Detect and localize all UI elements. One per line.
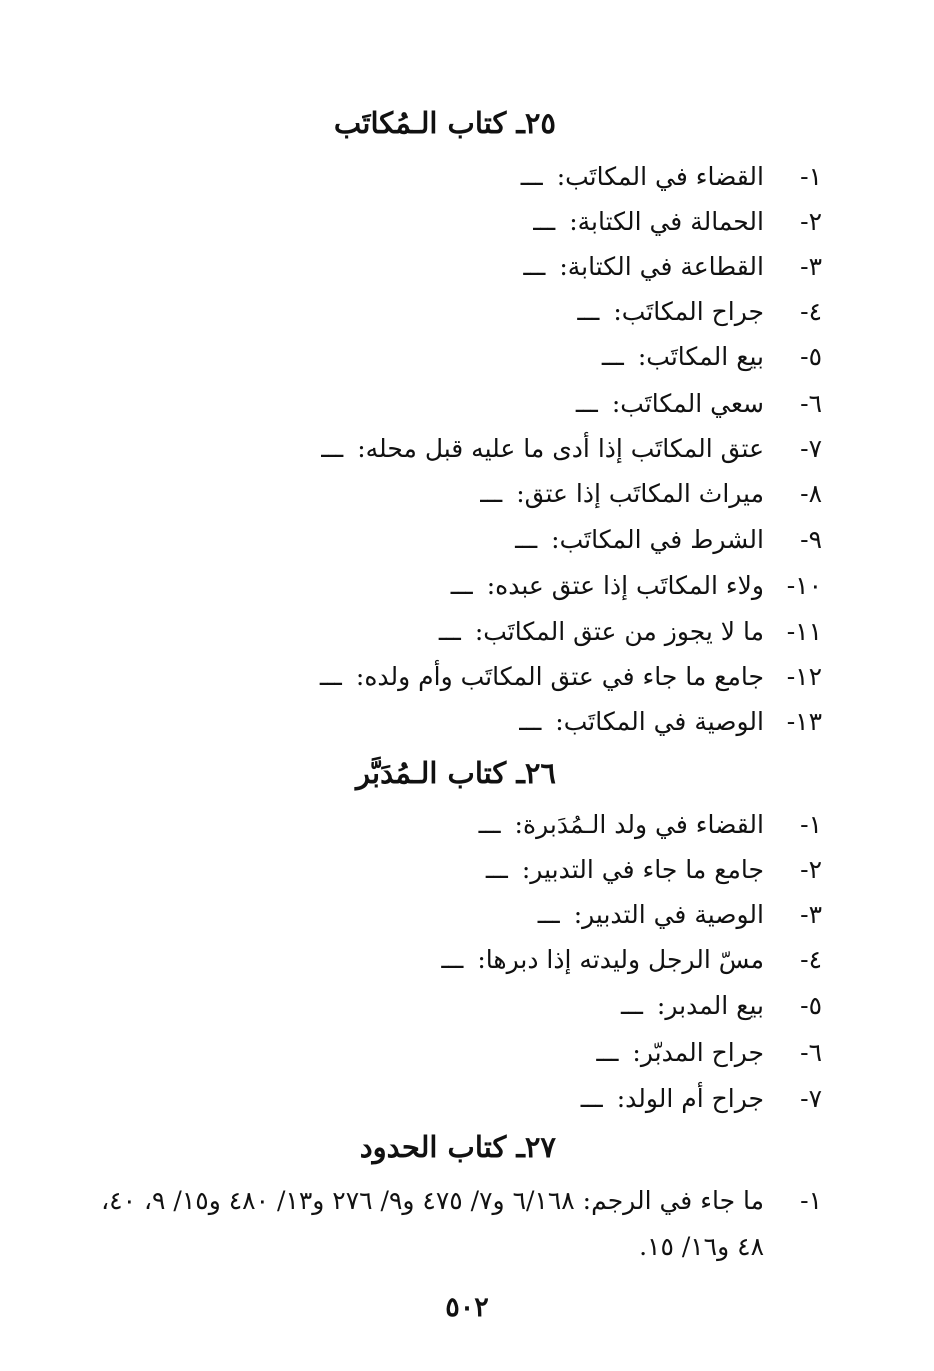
list-item: ٤- مسّ الرجل وليدته إذا دبرها: ـــ xyxy=(441,945,822,974)
list-item: ١- ما جاء في الرجم: ٦/١٦٨ و٧/ ٤٧٥ و٩/ ٢٧٦ و١٣/ ٤٨٠ و١٥/ ٩، ٤٠، ٤٨ و١٦/ ١٥. xyxy=(101,1186,822,1261)
list-item: ٤- جراح المكاتَب: ـــ xyxy=(577,297,822,326)
list-item: ١٢- جامع ما جاء في عتق المكاتَب وأم ولده: ـــ xyxy=(319,662,822,691)
list-item: ١- القضاء في ولد الـمُدَبرة: ـــ xyxy=(478,810,822,839)
list-item: ٧- عتق المكاتَب إذا أدى ما عليه قبل محله: ـــ xyxy=(321,434,822,463)
list-item: ١٣- الوصية في المكاتَب: ـــ xyxy=(519,707,822,736)
list-item: ٩- الشرط في المكاتَب: ـــ xyxy=(515,525,822,554)
list-item: ٢- جامع ما جاء في التدبير: ـــ xyxy=(485,855,822,884)
list-item: ٦- جراح المدبّر: ـــ xyxy=(596,1038,822,1067)
list-item: ٣- الوصية في التدبير: ـــ xyxy=(537,900,822,929)
page-number: ٥٠٢ xyxy=(445,1292,489,1323)
list-item: ١١- ما لا يجوز من عتق المكاتَب: ـــ xyxy=(438,617,822,646)
list-item: ٥- بيع المدبر: ـــ xyxy=(620,991,822,1020)
list-item: ٦- سعي المكاتَب: ـــ xyxy=(575,389,822,418)
list-item: ١- القضاء في المكاتَب: ـــ xyxy=(520,162,822,191)
list-item: ٨- ميراث المكاتَب إذا عتق: ـــ xyxy=(480,479,822,508)
section-heading-25: ٢٥ـ كتاب الـمُكاتَب xyxy=(333,106,556,140)
section-heading-27: ٢٧ـ كتاب الحدود xyxy=(359,1130,556,1164)
list-item: ٣- القطاعة في الكتابة: ـــ xyxy=(523,252,822,281)
list-item: ٧- جراح أم الولد: ـــ xyxy=(580,1084,822,1113)
list-item: ١٠- ولاء المكاتَب إذا عتق عبده: ـــ xyxy=(450,571,822,600)
list-item: ٥- بيع المكاتَب: ـــ xyxy=(601,342,822,371)
list-item: ٢- الحمالة في الكتابة: ـــ xyxy=(533,207,822,236)
section-heading-26: ٢٦ـ كتاب الـمُدَبَّر xyxy=(356,756,556,790)
